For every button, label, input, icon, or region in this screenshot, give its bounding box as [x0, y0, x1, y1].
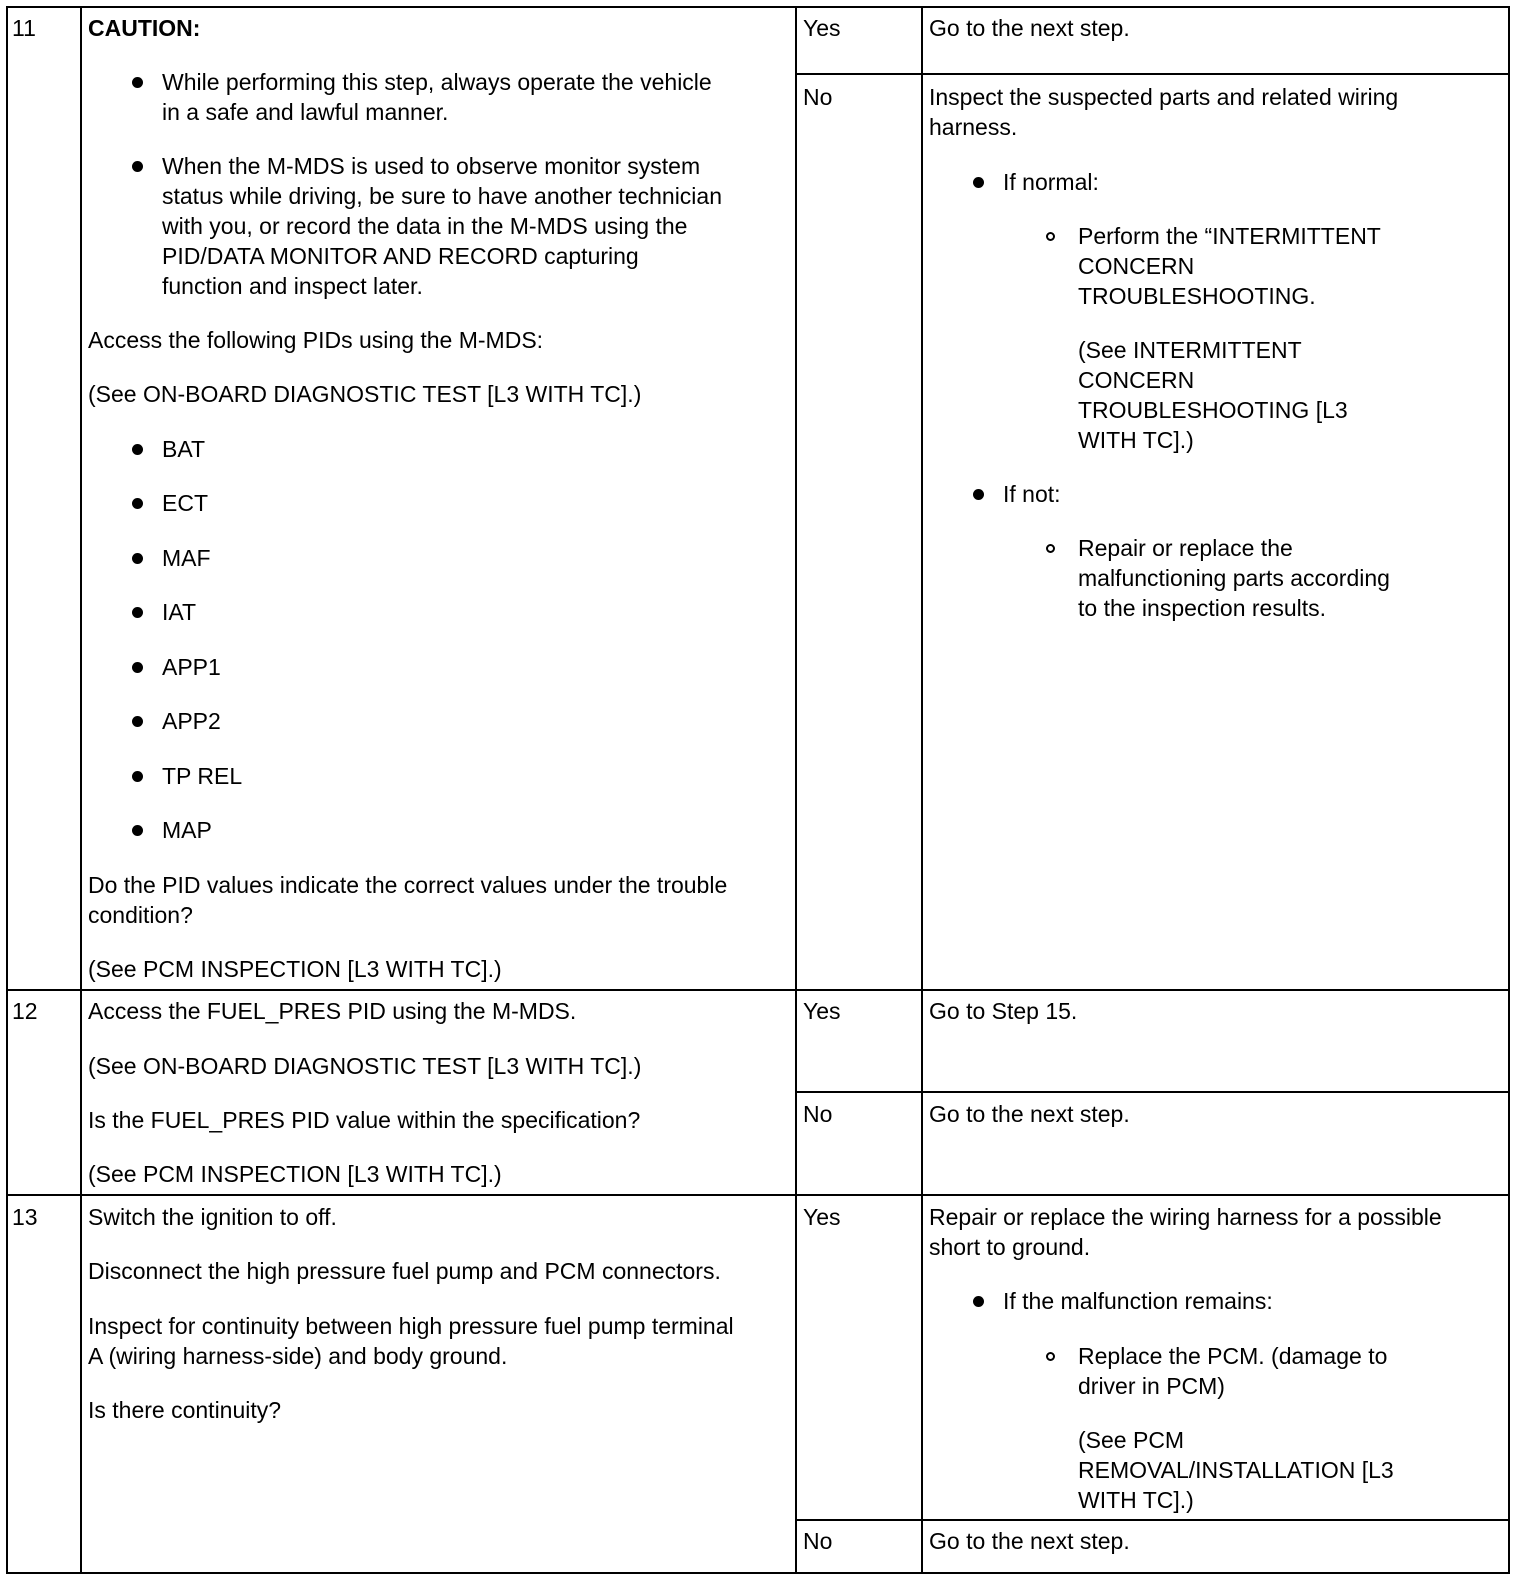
condition-text: If normal: — [1003, 169, 1099, 195]
instruction-text: Disconnect the high pressure fuel pump and PCM connectors. — [88, 1258, 721, 1284]
yes-label: Yes — [803, 998, 841, 1024]
no-label: No — [803, 1101, 833, 1127]
caution-text: function and inspect later. — [162, 273, 423, 299]
question-text: condition? — [88, 902, 193, 928]
no-label: No — [803, 1528, 833, 1554]
row-divider — [6, 1194, 1510, 1196]
action-text: Perform the “INTERMITTENT — [1078, 223, 1381, 249]
reference-text: WITH TC].) — [1078, 427, 1194, 453]
pid-item: APP1 — [162, 654, 221, 680]
action-text: driver in PCM) — [1078, 1373, 1225, 1399]
action-text: Replace the PCM. (damage to — [1078, 1343, 1388, 1369]
action-text: to the inspection results. — [1078, 595, 1327, 621]
pid-item: MAP — [162, 817, 212, 843]
bullet-icon — [132, 607, 143, 618]
bullet-icon — [132, 825, 143, 836]
action-text: TROUBLESHOOTING. — [1078, 283, 1316, 309]
caution-text: status while driving, be sure to have another technician — [162, 183, 722, 209]
bullet-icon — [132, 771, 143, 782]
step-number: 11 — [12, 15, 36, 41]
row-divider — [795, 1519, 1510, 1521]
yes-action: Go to the next step. — [929, 15, 1130, 41]
row-divider — [795, 73, 1510, 75]
pid-item: BAT — [162, 436, 206, 462]
reference-text: (See PCM INSPECTION [L3 WITH TC].) — [88, 1161, 502, 1187]
no-action: harness. — [929, 114, 1018, 140]
yes-action: Repair or replace the wiring harness for a possible — [929, 1204, 1442, 1230]
yes-action: Go to Step 15. — [929, 998, 1078, 1024]
bullet-icon — [132, 716, 143, 727]
pid-item: APP2 — [162, 708, 221, 734]
caution-text: When the M-MDS is used to observe monitor system — [162, 153, 701, 179]
bullet-icon — [973, 489, 984, 500]
action-text: Repair or replace the — [1078, 535, 1293, 561]
bullet-icon — [973, 1296, 984, 1307]
column-divider — [795, 6, 797, 1574]
reference-text: CONCERN — [1078, 367, 1195, 393]
no-action: Go to the next step. — [929, 1528, 1130, 1554]
yes-label: Yes — [803, 15, 841, 41]
caution-title: CAUTION: — [88, 15, 201, 41]
caution-text: While performing this step, always operate the vehicle — [162, 69, 712, 95]
caution-text: PID/DATA MONITOR AND RECORD capturing — [162, 243, 639, 269]
instruction-text: A (wiring harness-side) and body ground. — [88, 1343, 508, 1369]
row-divider — [795, 1091, 1510, 1093]
pid-item: MAF — [162, 545, 211, 571]
instruction-text: Inspect for continuity between high pressure fuel pump terminal — [88, 1313, 734, 1339]
pid-item: IAT — [162, 599, 197, 625]
sub-bullet-icon — [1046, 1352, 1055, 1361]
reference-text: (See ON-BOARD DIAGNOSTIC TEST [L3 WITH TC].) — [88, 1053, 642, 1079]
pid-item: ECT — [162, 490, 208, 516]
bullet-icon — [132, 444, 143, 455]
pid-item: TP REL — [162, 763, 243, 789]
bullet-icon — [132, 161, 143, 172]
reference-text: (See PCM INSPECTION [L3 WITH TC].) — [88, 956, 502, 982]
condition-text: If not: — [1003, 481, 1061, 507]
yes-action: short to ground. — [929, 1234, 1091, 1260]
sub-bullet-icon — [1046, 232, 1055, 241]
step-number: 13 — [12, 1204, 38, 1230]
row-divider — [6, 989, 1510, 991]
action-text: malfunctioning parts according — [1078, 565, 1390, 591]
reference-text: (See ON-BOARD DIAGNOSTIC TEST [L3 WITH TC].) — [88, 381, 642, 407]
reference-text: WITH TC].) — [1078, 1487, 1194, 1513]
yes-label: Yes — [803, 1204, 841, 1230]
bullet-icon — [132, 498, 143, 509]
reference-text: TROUBLESHOOTING [L3 — [1078, 397, 1348, 423]
instruction-text: Access the following PIDs using the M-MDS: — [88, 327, 544, 353]
question-text: Is the FUEL_PRES PID value within the specification? — [88, 1107, 641, 1133]
column-divider — [80, 6, 82, 1574]
action-text: CONCERN — [1078, 253, 1195, 279]
question-text: Do the PID values indicate the correct values under the trouble — [88, 872, 728, 898]
bullet-icon — [973, 177, 984, 188]
reference-text: (See INTERMITTENT — [1078, 337, 1302, 363]
column-divider — [921, 6, 923, 1574]
no-action: Inspect the suspected parts and related wiring — [929, 84, 1399, 110]
caution-text: in a safe and lawful manner. — [162, 99, 449, 125]
bullet-icon — [132, 662, 143, 673]
step-number: 12 — [12, 998, 38, 1024]
no-action: Go to the next step. — [929, 1101, 1130, 1127]
caution-text: with you, or record the data in the M-MDS using the — [162, 213, 688, 239]
sub-bullet-icon — [1046, 544, 1055, 553]
no-label: No — [803, 84, 833, 110]
condition-text: If the malfunction remains: — [1003, 1288, 1273, 1314]
reference-text: REMOVAL/INSTALLATION [L3 — [1078, 1457, 1394, 1483]
reference-text: (See PCM — [1078, 1427, 1185, 1453]
instruction-text: Access the FUEL_PRES PID using the M-MDS. — [88, 998, 577, 1024]
instruction-text: Switch the ignition to off. — [88, 1204, 337, 1230]
question-text: Is there continuity? — [88, 1397, 282, 1423]
bullet-icon — [132, 77, 143, 88]
bullet-icon — [132, 553, 143, 564]
